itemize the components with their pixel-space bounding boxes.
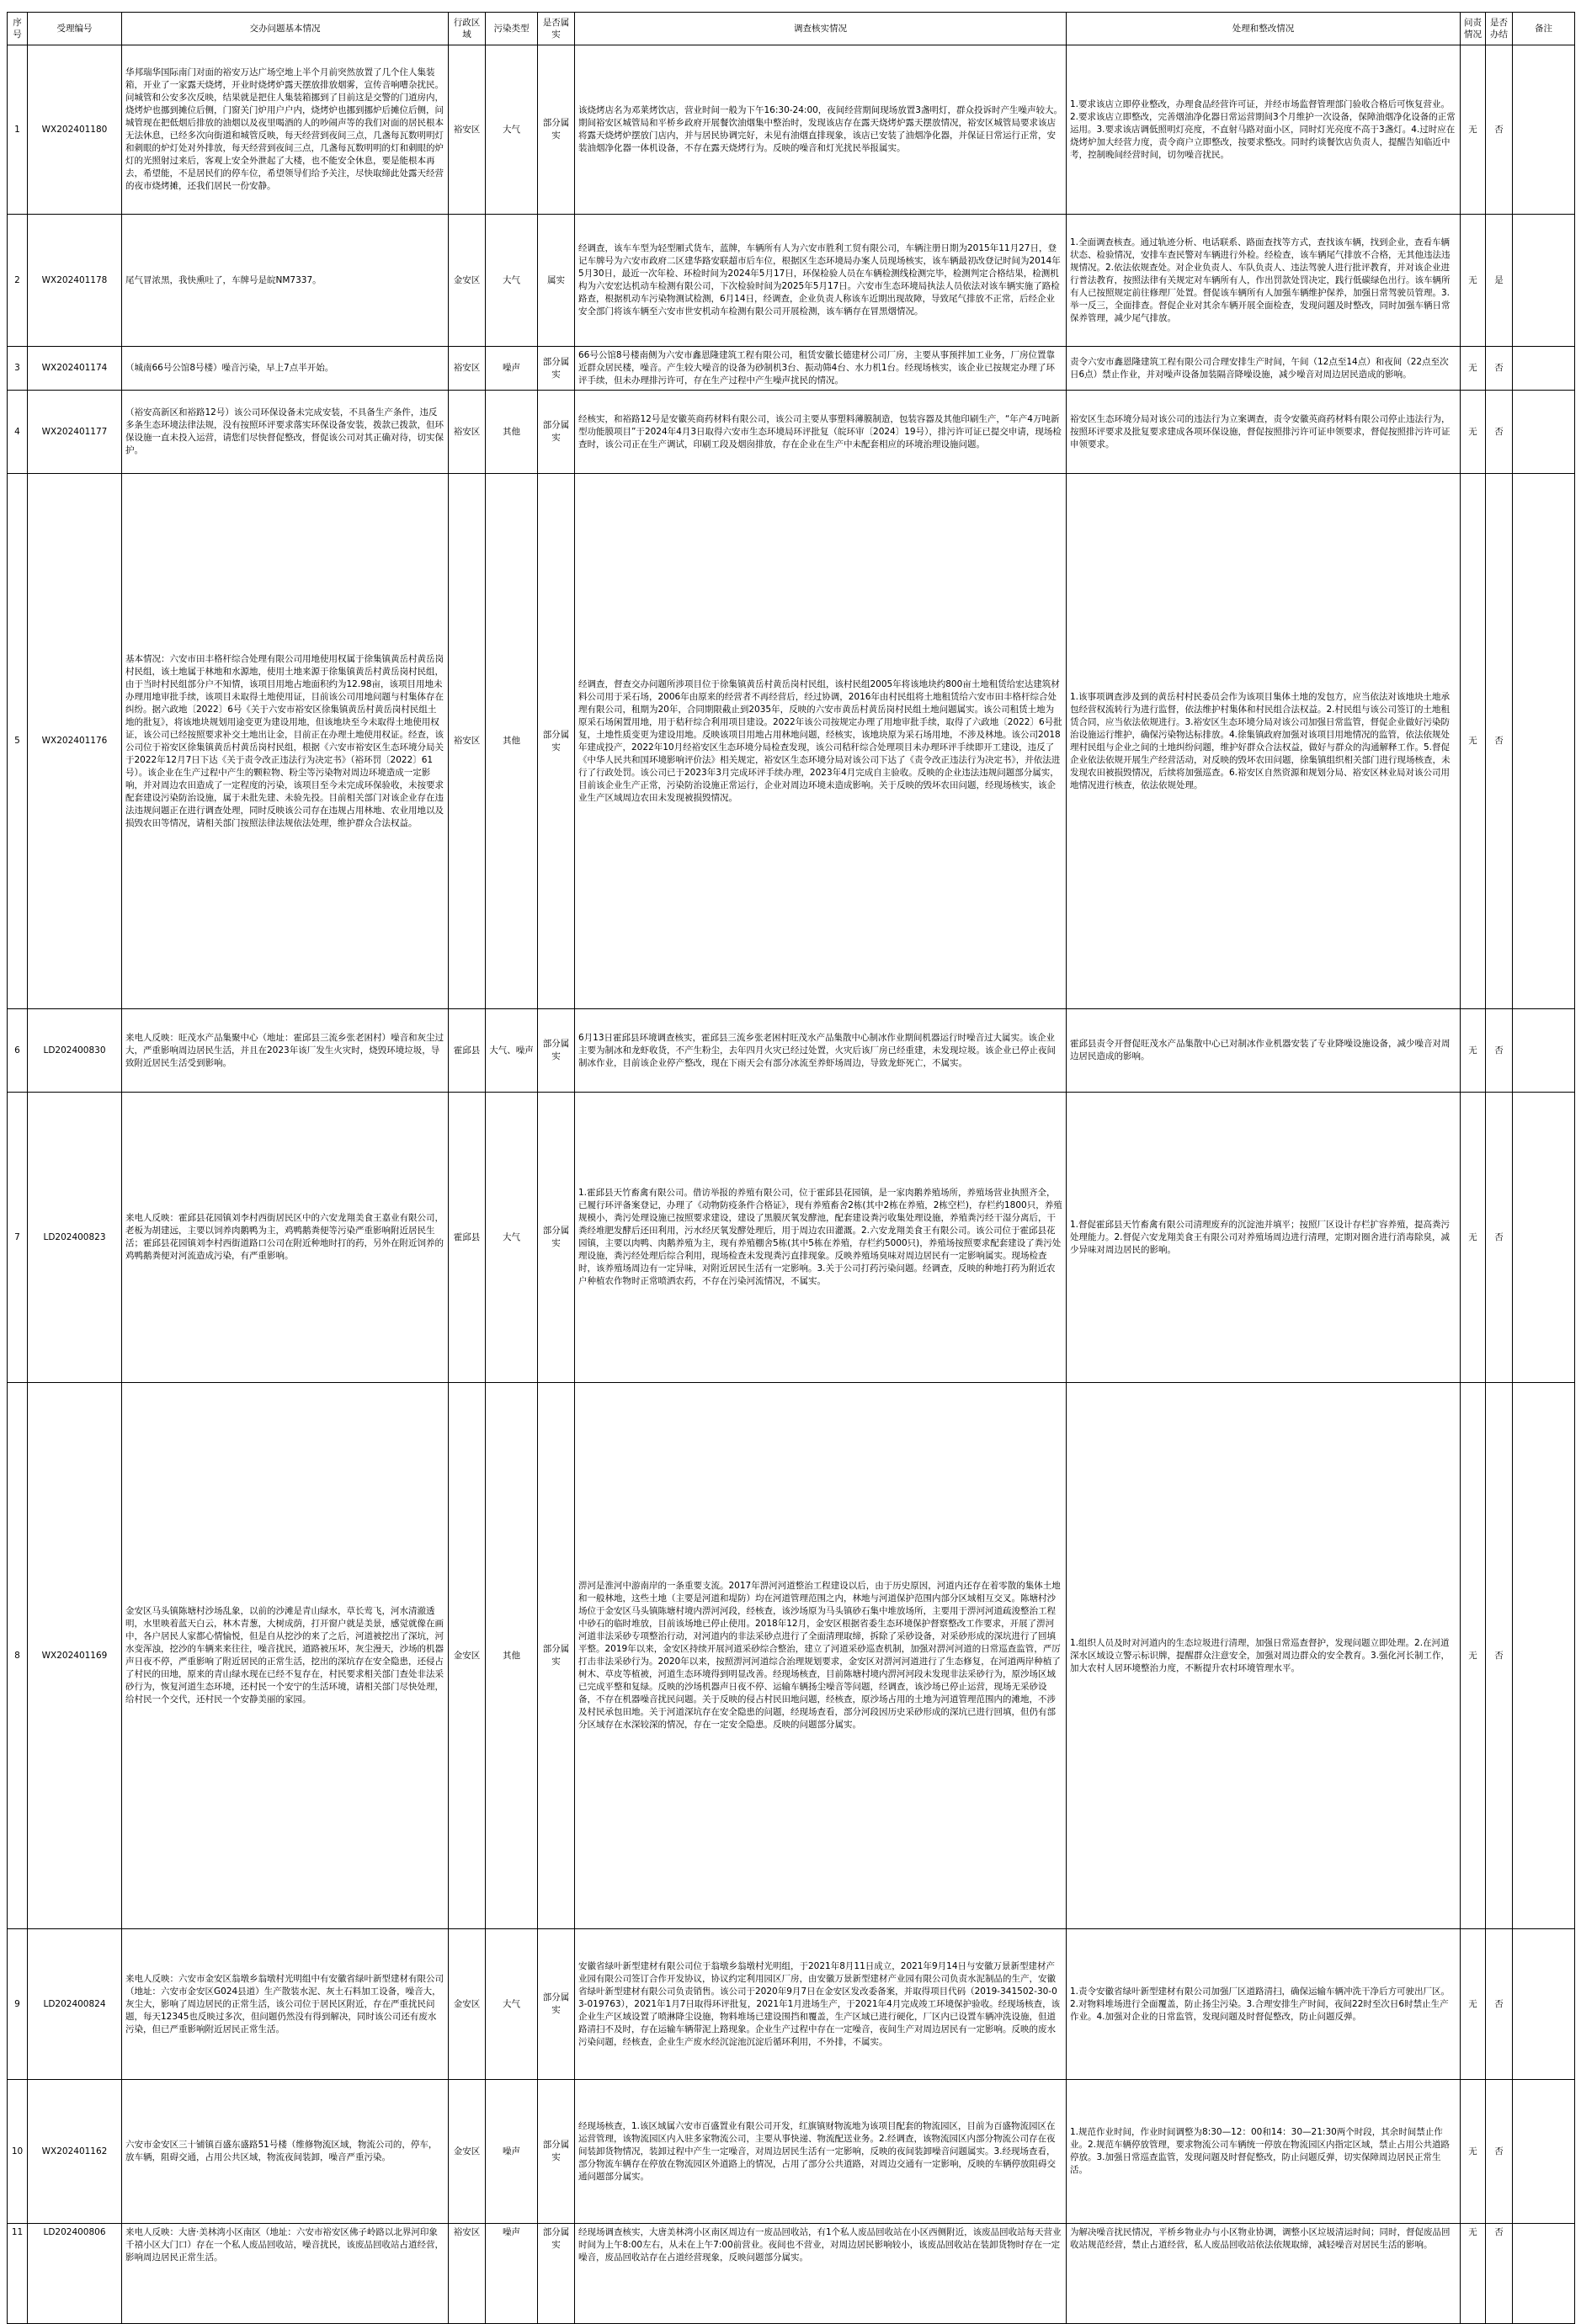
cell-region: 裕安区 xyxy=(449,474,486,1009)
cell-investigation: 安徽省绿叶新型建材有限公司位于翁墩乡翁墩村光明组，于2021年8月11日成立，2021年9月14日与安徽万景新型建材产业园有限公司签订合作开发协议，协议约定利用园区厂房，由安徽万景新型建材产业园有限公司负责水泥制品的生产，安徽省绿叶新型建材有限公司负责销售。该公司于2020年9月7日在金安区发改委备案，并取得项目代码（2019-341502-30-03-019763），2021年1月7日取得环评批复，2021年1月进场生产，于2021年4月完成竣工环境保护验收。经现场核查，该企业生产区域设置了喷淋降尘设施，物料堆场已建设围挡和覆盖，生产区域已进行硬化，厂区内已设置车辆冲洗设施，但道路清扫不及时，存在运输车辆带泥上路现象。企业生产过程中存在一定噪音，夜间生产对周边居民有一定影响。反映的废水污染问题，经核查，企业生产废水经沉淀池沉淀后循环利用，不外排，不属实。 xyxy=(575,1929,1067,2080)
header-remark: 备注 xyxy=(1513,13,1575,45)
cell-handling: 责令六安市鑫恩隆建筑工程有限公司合理安排生产时间，午间（12点至14点）和夜间（22点至次日6点）禁止作业，并对噪声设备加装隔音降噪设施，减少噪音对周边居民造成的影响。 xyxy=(1067,347,1461,391)
cell-accountability: 无 xyxy=(1461,1093,1486,1383)
cell-remark xyxy=(1513,347,1575,391)
cell-remark xyxy=(1513,45,1575,215)
header-case-no: 受理编号 xyxy=(28,13,122,45)
cell-pollution-type: 噪声 xyxy=(486,2224,538,2324)
cell-closed: 否 xyxy=(1486,474,1513,1009)
header-closed: 是否办结 xyxy=(1486,13,1513,45)
cell-closed: 否 xyxy=(1486,2224,1513,2324)
cell-handling: 1.规范作业时间，作业时间调整为8:30—12：00和14：30—21:30两个时段，其余时间禁止作业。2.规范车辆停放管理，要求物流公司车辆统一停放在物流园区内指定区域，禁止占用公共道路停放。3.加强日常巡查监管，发现问题及时督促整改，防止问题反弹，切实保障周边居民正常生活。 xyxy=(1067,2080,1461,2224)
cell-accountability: 无 xyxy=(1461,1929,1486,2080)
cell-accountability: 无 xyxy=(1461,2224,1486,2324)
cell-region: 裕安区 xyxy=(449,391,486,474)
cell-accountability: 无 xyxy=(1461,347,1486,391)
cell-investigation: 66号公馆8号楼南侧为六安市鑫恩隆建筑工程有限公司，租赁安徽长德建材公司厂房，主要从事预拌加工业务，厂房位置靠近群众居民楼，噪音。产生较大噪音的设备为砂制机3台、振动筛4台、水力机1台。经现场核实，该企业已按规定办理了环评手续，但未办理排污许可，存在生产过程中产生噪声扰民的情况。 xyxy=(575,347,1067,391)
complaints-table xyxy=(7,12,1575,2324)
cell-case-no: WX202401176 xyxy=(28,474,122,1009)
cell-case-no: WX202401162 xyxy=(28,2080,122,2224)
table-row xyxy=(8,45,1575,215)
cell-issue: 来电人反映：霍邱县花园镇刘李村西街居民区中的六安龙翔美食王嘉业有限公司，老板为胡建远，主要以饲养肉鹅鸭为主，鸡鸭鹅粪便等污染严重影响附近居民生活；霍邱县花园镇刘李村西街道路口公司在附近种地时打的药，另外在附近饲养的鸡鸭鹅粪便对河流造成污染，有严重影响。 xyxy=(122,1093,449,1383)
cell-accountability: 无 xyxy=(1461,215,1486,347)
header-handling: 处理和整改情况 xyxy=(1067,13,1461,45)
cell-verified: 部分属实 xyxy=(538,1009,575,1093)
cell-pollution-type: 噪声 xyxy=(486,2080,538,2224)
cell-closed: 是 xyxy=(1486,215,1513,347)
cell-verified: 部分属实 xyxy=(538,391,575,474)
cell-verified: 部分属实 xyxy=(538,1383,575,1929)
cell-closed: 否 xyxy=(1486,1093,1513,1383)
cell-pollution-type: 大气 xyxy=(486,1093,538,1383)
cell-region: 金安区 xyxy=(449,1383,486,1929)
cell-investigation: 经调查，该车车型为轻型厢式货车，蓝牌，车辆所有人为六安市胜利工贸有限公司，车辆注册日期为2015年11月27日，登记车牌号为六安市政府二区建华路安联超市后车位，根据区生态环境局办案人员现场核实，该车辆最初改登记时间为2014年5月30日，最近一次年检、环检时间为2024年5月17日，环保检验人员在车辆检测线检测完毕，检测判定合格结果，检测机构为六安宏达机动车检测有限公司，下次检验时间为2025年5月17日。六安市生态环境局执法人员依法对该车辆实施了路检路查，根据机动车污染物测试检测，6月14日，经调查，企业负责人称该车近期出现故障，导致尾气排放不正常，后经企业安全部门将该车辆至六安市世安机动车检测有限公司开展检测，该车辆存在冒黑烟情况。 xyxy=(575,215,1067,347)
cell-case-no: WX202401180 xyxy=(28,45,122,215)
cell-investigation: 淠河是淮河中游南岸的一条重要支流。2017年淠河河道整治工程建设以后，由于历史原因，河道内还存在着零散的集体土地和一般林地，这些土地（主要是河道和堤防）均在河道管理范围之内，林地与河道保护范围内部分区域相互交叉。陈塘村沙场位于金安区马头镇陈塘村境内淠河河段，经核查，该沙场原为马头镇砂石集中堆放场所，主要用于淠河河道疏浚整治工程中砂石的临时堆放，目前该场地已停止使用。2018年12月，金安区根据省委生态环境保护督察整改工作要求，开展了淠河河道非法采砂专项整治行动，对河道内的非法采砂点进行了全面清理取缔，拆除了采砂设备，对采砂形成的深坑进行了回填平整。2019年以来，金安区持续开展河道采砂综合整治，建立了河道采砂巡查机制，加强对淠河河道的日常巡查监管，严厉打击非法采砂行为。2020年以来，按照淠河河道综合治理规划要求，金安区对淠河河道进行了生态修复，在河道两岸种植了树木、草皮等植被，河道生态环境得到明显改善。经现场核查，目前陈塘村境内淠河河段未发现非法采砂行为，原沙场区域已完成平整和复绿。反映的沙场机器声日夜不停、运输车辆扬尘噪音等问题，经调查，该沙场已停止运营，现场无采砂设备，不存在机器噪音扰民问题。关于反映的侵占村民田地问题，经核查，原沙场占用的土地为河道管理范围内的滩地，不涉及村民承包田地。关于河道深坑存在安全隐患的问题，经现场查看，部分河段因历史采砂形成的深坑已进行回填，但仍有部分区域存在水深较深的情况，存在一定安全隐患。反映的问题部分属实。 xyxy=(575,1383,1067,1929)
cell-investigation: 该烧烤店名为邓莱烤饮店，营业时间一般为下午16:30-24:00，夜间经营期间现场放置3盏明灯，群众投诉时产生噪声较大。期间裕安区城管局和平桥乡政府开展餐饮油烟集中整治时，发现该店存在露天烧烤炉露天摆放情况，裕安区城管局要求该店将露天烧烤炉摆放门店内，并与居民协调完好，未见有油烟直排现象，该店已安装了油烟净化器，并保证日常运行正常，安装油烟净化器一体机设备，不存在露天烧烤行为。反映的噪音和灯光扰民举报属实。 xyxy=(575,45,1067,215)
header-issue: 交办问题基本情况 xyxy=(122,13,449,45)
table-row xyxy=(8,391,1575,474)
cell-remark xyxy=(1513,1009,1575,1093)
cell-handling: 裕安区生态环境分局对该公司的违法行为立案调查，责令安徽英商药材料有限公司停止违法行为，按照环评要求及批复要求建成各项环保设施，督促按照排污许可证申领要求，督促按照排污许可证申领要求。 xyxy=(1067,391,1461,474)
cell-accountability: 无 xyxy=(1461,1009,1486,1093)
cell-pollution-type: 其他 xyxy=(486,474,538,1009)
cell-seq: 4 xyxy=(8,391,28,474)
cell-handling: 1.要求该店立即停业整改，办理食品经营许可证，并经市场监督管理部门验收合格后可恢复营业。2.要求该店立即整改，完善烟油净化器日常运营期间3个月维护一次设备，保障油烟净化设备的正常运用。3.要求该店调低照明灯亮度，不直射马路对面小区，同时灯光亮度不高于3盏灯。4.过时应在烧烤炉加大经营力度，责令商户立即整改，按要求整改。同时约谈餐饮店负责人，提醒告知临近中考，控制晚间经营时间，切勿噪音扰民。 xyxy=(1067,45,1461,215)
cell-pollution-type: 大气、噪声 xyxy=(486,1009,538,1093)
cell-seq: 8 xyxy=(8,1383,28,1929)
cell-handling: 霍邱县责令开督促旺茂水产品集散中心已对制冰作业机器安装了专业降噪设施设备，减少噪音对周边居民造成的影响。 xyxy=(1067,1009,1461,1093)
cell-region: 霍邱县 xyxy=(449,1093,486,1383)
cell-investigation: 1.霍邱县天竹畜禽有限公司。借访举报的养殖有限公司，位于霍邱县花园镇，是一家肉鹅养殖场所，养殖场营业执照齐全，已履行环评备案登记，办理了《动物防疫条件合格证》，现有养殖畜舍2栋(其中2栋在养殖，2栋空栏)，存栏约1800只，养殖规模小，粪污处理设施已按照要求建设，建设了黑膜厌氧发酵池，配套建设粪污收集处理设施，养殖粪污经干湿分离后，干粪经堆肥发酵后还田利用，污水经厌氧发酵处理后，用于周边农田灌溉。2.六安龙翔美食王有限公司。该公司位于霍邱县花园镇，主要以肉鸭、肉鹅养殖为主，现有养殖棚舍5栋(其中5栋在养殖，存栏约5000只)，养殖场按照要求配套建设了粪污处理设施，粪污经处理后综合利用，现场检查未发现粪污直排现象。反映养殖场臭味对周边居民有一定影响属实。现场检查时，该养殖场周边有一定异味，对附近居民生活有一定影响。3.关于公司打药污染问题。经调查，反映的种地打药为附近农户种植农作物时正常喷洒农药，不存在污染河流情况，不属实。 xyxy=(575,1093,1067,1383)
cell-closed: 否 xyxy=(1486,347,1513,391)
cell-issue: 来电人反映：大唐·美林湾小区南区（地址：六安市裕安区佛子岭路以北界河印象千禧小区大门口）存在一个私人废品回收站，噪音扰民，该废品回收站占道经营，影响周边居民正常生活。 xyxy=(122,2224,449,2324)
cell-pollution-type: 大气 xyxy=(486,1929,538,2080)
cell-seq: 3 xyxy=(8,347,28,391)
cell-verified: 部分属实 xyxy=(538,347,575,391)
cell-case-no: WX202401174 xyxy=(28,347,122,391)
cell-handling: 1.督促霍邱县天竹畜禽有限公司清理废弃的沉淀池并填平；按照厂区设计存栏扩容养殖，提高粪污处理能力。2.督促六安龙翔美食王有限公司对养殖场周边进行清理，定期对圈舍进行消毒除臭，减少异味对周边居民的影响。 xyxy=(1067,1093,1461,1383)
cell-case-no: LD202400823 xyxy=(28,1093,122,1383)
cell-handling: 1.全面调查核查。通过轨迹分析、电话联系、路面查找等方式，查找该车辆，找到企业，查看车辆状态、检验情况，安排车查民警对车辆进行外检。经检查，该车辆尾气排放不合格，无其他违法违规情况。2.依法依规查处。对企业负责人、车队负责人、违法驾驶人进行批评教育，并对该企业进行普法教育，按照法律有关规定对车辆所有人，作出罚款处罚决定，践行低碳绿色出行。该车辆所有人已按照规定前往修理厂处置。督促该车辆所有人加强车辆维护保养，加强日常驾驶员管理。3.举一反三，全面排查。督促企业对其余车辆开展全面检查，发现问题及时整改，同时加强车辆日常保养管理，减少尾气排放。 xyxy=(1067,215,1461,347)
cell-verified: 部分属实 xyxy=(538,2224,575,2324)
cell-closed: 否 xyxy=(1486,1383,1513,1929)
cell-remark xyxy=(1513,391,1575,474)
cell-seq: 6 xyxy=(8,1009,28,1093)
cell-verified: 部分属实 xyxy=(538,1929,575,2080)
cell-investigation: 经核实，和裕路12号是安徽英商药材料有限公司，该公司主要从事塑料薄膜制造，包装容器及其他印刷生产，“年产4万吨新型功能膜项目”于2024年4月3日取得六安市生态环境局环评批复（皖环审〔2024〕19号），排污许可证已提交申请，现场检查时，该公司正在生产调试，印刷工段及烟囱排放，存在企业在生产中未配套相应的环境治理设施问题。 xyxy=(575,391,1067,474)
cell-issue: （城南66号公馆8号楼）噪音污染，早上7点半开始。 xyxy=(122,347,449,391)
cell-verified: 属实 xyxy=(538,215,575,347)
cell-remark xyxy=(1513,2224,1575,2324)
cell-handling: 1.该事项调查涉及到的黄岳村村民委员会作为该项目集体土地的发包方，应当依法对该地块土地承包经营权流转行为进行监督，依法维护村集体和村民组合法权益。2.村民组与该公司签订的土地租赁合同，应当依法依规进行。3.裕安区生态环境分局对该公司加强日常监管，督促企业做好污染防治设施运行维护，确保污染物达标排放。4.徐集镇政府加强对该项目用地情况的监管，依法依规处理村民组与企业之间的土地纠纷问题，维护好群众合法权益，做好与群众的沟通解释工作。5.督促企业依法依规开展生产经营活动，对反映的毁坏农田问题，徐集镇组织相关部门进行现场核查，未发现农田被损毁情况，后续将加强巡查。6.裕安区自然资源和规划分局、裕安区林业局对该公司用地情况进行核查，依法依规处理。 xyxy=(1067,474,1461,1009)
cell-remark xyxy=(1513,2080,1575,2224)
cell-investigation: 经现场调查核实，大唐美林湾小区南区周边有一废品回收站，有1个私人废品回收站在小区西侧附近，该废品回收站每天营业时间为上午8:00左右，从未在上午7:00前营业。夜间也不营业，对周边居民影响较小，该废品回收站在装卸货物时存在一定噪音，废品回收站存在占道经营现象，反映问题部分属实。 xyxy=(575,2224,1067,2324)
cell-pollution-type: 大气 xyxy=(486,215,538,347)
table-row xyxy=(8,1383,1575,1929)
table-row xyxy=(8,2080,1575,2224)
cell-accountability: 无 xyxy=(1461,474,1486,1009)
cell-seq: 10 xyxy=(8,2080,28,2224)
cell-pollution-type: 其他 xyxy=(486,1383,538,1929)
header-pollution-type: 污染类型 xyxy=(486,13,538,45)
cell-seq: 7 xyxy=(8,1093,28,1383)
cell-issue: 六安市金安区三十铺镇百盛东盛路51号楼（维修物流区域，物流公司的，停车，放车辆，阻碍交通，占用公共区域，物流夜间装卸，噪音严重污染。 xyxy=(122,2080,449,2224)
header-region: 行政区域 xyxy=(449,13,486,45)
cell-seq: 9 xyxy=(8,1929,28,2080)
cell-closed: 否 xyxy=(1486,1009,1513,1093)
cell-case-no: LD202400806 xyxy=(28,2224,122,2324)
cell-pollution-type: 噪声 xyxy=(486,347,538,391)
cell-closed: 否 xyxy=(1486,1929,1513,2080)
cell-case-no: LD202400824 xyxy=(28,1929,122,2080)
cell-remark xyxy=(1513,215,1575,347)
cell-verified: 部分属实 xyxy=(538,45,575,215)
cell-region: 金安区 xyxy=(449,1929,486,2080)
cell-case-no: WX202401177 xyxy=(28,391,122,474)
table-row xyxy=(8,347,1575,391)
cell-handling: 1.责令安徽省绿叶新型建材有限公司加强厂区道路清扫，确保运输车辆冲洗干净后方可驶出厂区。2.对物料堆场进行全面覆盖，防止扬尘污染。3.合理安排生产时间，夜间22时至次日6时禁止生产作业。4.加强对企业的日常监管，发现问题及时督促整改，防止问题反弹。 xyxy=(1067,1929,1461,2080)
cell-region: 金安区 xyxy=(449,215,486,347)
cell-seq: 2 xyxy=(8,215,28,347)
cell-region: 金安区 xyxy=(449,2080,486,2224)
cell-remark xyxy=(1513,1093,1575,1383)
cell-accountability: 无 xyxy=(1461,2080,1486,2224)
cell-handling: 为解决噪音扰民情况，平桥乡物业办与小区物业协调，调整小区垃圾清运时间；同时，督促废品回收站规范经营，禁止占道经营，私人废品回收站依法依规取缔，减轻噪音对居民生活的影响。 xyxy=(1067,2224,1461,2324)
cell-pollution-type: 其他 xyxy=(486,391,538,474)
table-row xyxy=(8,2224,1575,2324)
cell-verified: 部分属实 xyxy=(538,2080,575,2224)
cell-pollution-type: 大气 xyxy=(486,45,538,215)
header-verified: 是否属实 xyxy=(538,13,575,45)
table-row xyxy=(8,215,1575,347)
table-row xyxy=(8,474,1575,1009)
cell-closed: 否 xyxy=(1486,45,1513,215)
cell-accountability: 无 xyxy=(1461,45,1486,215)
cell-issue: 来电人反映：六安市金安区翁墩乡翁墩村光明组中有安徽省绿叶新型建材有限公司（地址：六安市金安区G024县道）生产散装水泥、灰土石料加工设备，噪音大，灰尘大，影响了周边居民的正常生活，该公司位于居民区附近，存在严重扰民问题，每天12345也反映过多次，但问题仍然没有得到解决，同时该公司还有废水污染，但已严重影响附近居民正常生活。 xyxy=(122,1929,449,2080)
cell-seq: 5 xyxy=(8,474,28,1009)
cell-case-no: WX202401169 xyxy=(28,1383,122,1929)
cell-remark xyxy=(1513,474,1575,1009)
cell-case-no: LD202400830 xyxy=(28,1009,122,1093)
cell-issue: 华邦瑞华国际南门对面的裕安万达广场空地上半个月前突然放置了几个住人集装箱，开业了一家露天烧烤，开业时烧烤炉露天摆放排放烟雾，宣传音响嘈杂扰民。问城管和公安多次反映，结果就是把住人集装箱挪到了目前这是交警的门道房内，烧烤炉也挪到摊位后侧，门窗关门炉用户户内，烧烤炉也挪到挪炉后摊位后侧，问城管现在把低烟后排放的油烟以及夜里喝酒的人的吵闹声等的我们对面的居民根本无法休息，已经多次向街道和城管反映，每天经营到夜间三点，几盏每瓦数明明灯和刺眼的炉灯处对外排放，每天经营到夜间三点，几盏每瓦数明明的灯和刺眼的炉灯的光照射过来后，客观上安全外泄起了大楼，也不能安全休息，要是能根本再去，希望能，不是居民们的停车位，希望领导们给予关注，尽快取缔此处露天经营的夜市烧烤摊，还我们居民一份安静。 xyxy=(122,45,449,215)
cell-region: 裕安区 xyxy=(449,45,486,215)
cell-issue: （裕安高新区和裕路12号）该公司环保设备未完成安装，不具备生产条件，违反多条生态环境法律法规，没有按照环评要求落实环保设备安装，拨款已拨款，但环保设施一直未投入运营，请您们尽快督促整改，督促该公司对其正确对待，切实保护。 xyxy=(122,391,449,474)
table-row xyxy=(8,1009,1575,1093)
cell-issue: 基本情况：六安市田丰格杆综合处理有限公司用地使用权属于徐集镇黄岳村黄岳岗村民组，该土地属于林地和水源地，使用土地来源于徐集镇黄岳村黄岳岗村民组，由于当时村民组部分户不知情，该项目用地占地面积约为12.98亩，该项目用地未办理用地审批手续，该项目未取得土地使用证，目前该公司用地问题与村集体存在纠纷。据六政地〔2022〕6号《关于六安市裕安区徐集镇黄岳村黄岳岗村民组土地的批复》，将该地块规划用途变更为建设用地，但该地块至今未取得土地使用权证，该公司已经按照要求补交土地出让金，目前正在办理土地使用权证。经查，该公司位于裕安区徐集镇黄岳村黄岳岗村民组，根据《六安市裕安区生态环境分局关于2022年12月7日下达《关于责令改正违法行为决定书》（裕环罚〔2022〕61号）。该企业在生产过程中产生的颗粒物、粉尘等污染物对周边环境造成一定影响，并对周边农田造成了一定程度的污染，该项目至今未完成环保验收，未按要求配套建设污染防治设施，属于未批先建、未验先投。目前相关部门对该企业存在违法违规问题正在进行调查处理，同时反映该公司存在违规占用林地、农业用地以及损毁农田等情况，请相关部门按照法律法规依法处理，维护群众合法权益。 xyxy=(122,474,449,1009)
cell-remark xyxy=(1513,1383,1575,1929)
cell-case-no: WX202401178 xyxy=(28,215,122,347)
table-row xyxy=(8,1093,1575,1383)
cell-accountability: 无 xyxy=(1461,391,1486,474)
cell-closed: 否 xyxy=(1486,2080,1513,2224)
cell-issue: 尾气冒浓黑，我快熏吐了，车牌号是皖NM7337。 xyxy=(122,215,449,347)
cell-region: 裕安区 xyxy=(449,2224,486,2324)
cell-issue: 金安区马头镇陈塘村沙场乱象，以前的沙滩是青山绿水，草长莺飞，河水清澈透明，水里映着蓝天白云，林木青葱，大树成荫，打开窗户就是美景，感觉就像在画中，各户居民人家都心情愉悦，但是自从挖沙的来了之后，河道被挖出了深坑，河水变浑浊，挖沙的车辆来来往往，噪音扰民，道路被压坏，灰尘漫天，沙场的机器声日夜不停，严重影响了附近居民的正常生活，挖出的深坑存在安全隐患，还侵占了村民的田地，原来的青山绿水现在已经不复存在，村民要求相关部门查处非法采砂行为，恢复河道生态环境，还村民一个安宁的生活环境，请相关部门尽快处理，给村民一个交代，还村民一个安静美丽的家园。 xyxy=(122,1383,449,1929)
cell-seq: 1 xyxy=(8,45,28,215)
table-row xyxy=(8,1929,1575,2080)
cell-handling: 1.组织人员及时对河道内的生态垃圾进行清理，加强日常巡查督护，发现问题立即处理。2.在河道深水区域设立警示标识牌，提醒群众注意安全，加强对周边群众的安全教育。3.强化河长制工作，加大农村人居环境整治力度，不断提升农村环境管理水平。 xyxy=(1067,1383,1461,1929)
cell-region: 裕安区 xyxy=(449,347,486,391)
cell-seq: 11 xyxy=(8,2224,28,2324)
header-investigation: 调查核实情况 xyxy=(575,13,1067,45)
cell-region: 霍邱县 xyxy=(449,1009,486,1093)
cell-issue: 来电人反映：旺茂水产品集聚中心（地址：霍邱县三流乡张老困村）噪音和灰尘过大，严重影响周边居民生活，并且在2023年该厂发生火灾时，烧毁环境垃圾，导致附近居民生活受到影响。 xyxy=(122,1009,449,1093)
cell-accountability: 无 xyxy=(1461,1383,1486,1929)
cell-remark xyxy=(1513,1929,1575,2080)
header-accountability: 问责情况 xyxy=(1461,13,1486,45)
cell-verified: 部分属实 xyxy=(538,474,575,1009)
cell-investigation: 经调查，督查交办问题所涉项目位于徐集镇黄岳村黄岳岗村民组，该村民组2005年将该地块约800亩土地租赁给宏达建筑材料公司用于采石场，2006年由原来的经营者不再经营后，经过协调，2016年由村民组将土地租赁给六安市田丰格杆综合处理有限公司，租期为20年，合同期限截止到2035年，反映的六安市黄岳村黄岳岗村民组土地问题属实。该公司租赁土地为原采石场闲置用地，用于秸秆综合利用项目建设。2022年该公司按规定办理了用地审批手续，取得了六政地〔2022〕6号批复，土地性质变更为建设用地。反映该项目用地占用林地问题，经核实，该地块原为采石场用地，不涉及林地。该公司2018年建成投产，2022年10月经裕安区生态环境分局检查发现，该公司秸秆综合处理项目未办理环评手续即开工建设，违反了《中华人民共和国环境影响评价法》相关规定，裕安区生态环境分局对该公司下达了《责令改正违法行为决定书》，并依法进行了行政处罚。该公司已于2023年3月完成环评手续办理，2023年4月完成自主验收。反映的企业违法违规问题部分属实，目前该企业生产正常，污染防治设施正常运行，企业对周边环境未造成影响。关于反映的毁坏农田问题，经现场核实，该企业生产区域周边农田未发现被损毁情况。 xyxy=(575,474,1067,1009)
table-header-row xyxy=(8,13,1575,45)
cell-investigation: 6月13日霍邱县环境调查核实，霍邱县三流乡张老困村旺茂水产品集散中心制冰作业期间机器运行时噪音过大属实。该企业主要为制冰和龙虾收货，不产生粉尘，去年四月火灾已经过处置，火灾后该厂房已经重建，未发现垃圾。该企业已停止夜间制冰作业，目前该企业停产整改，现在下雨天会有部分冰流至养虾场周边，导致龙虾死亡，不属实。 xyxy=(575,1009,1067,1093)
header-seq: 序号 xyxy=(8,13,28,45)
cell-investigation: 经现场核查，1.该区域属六安市百盛置业有限公司开发，红旗镇财物流地为该项目配套的物流园区，目前为百盛物流园区在运营管理，该物流园区内入驻多家物流公司，主要从事快递、物流配送业务。2.经调查，该物流园区内部分物流公司存在夜间装卸货物情况，装卸过程中产生一定噪音，对周边居民生活有一定影响，反映的夜间装卸噪音问题属实。3.经现场查看，部分物流车辆存在停放在物流园区外道路上的情况，占用了部分公共道路，对周边交通有一定影响，反映的车辆停放阻碍交通问题部分属实。 xyxy=(575,2080,1067,2224)
cell-verified: 部分属实 xyxy=(538,1093,575,1383)
cell-closed: 否 xyxy=(1486,391,1513,474)
